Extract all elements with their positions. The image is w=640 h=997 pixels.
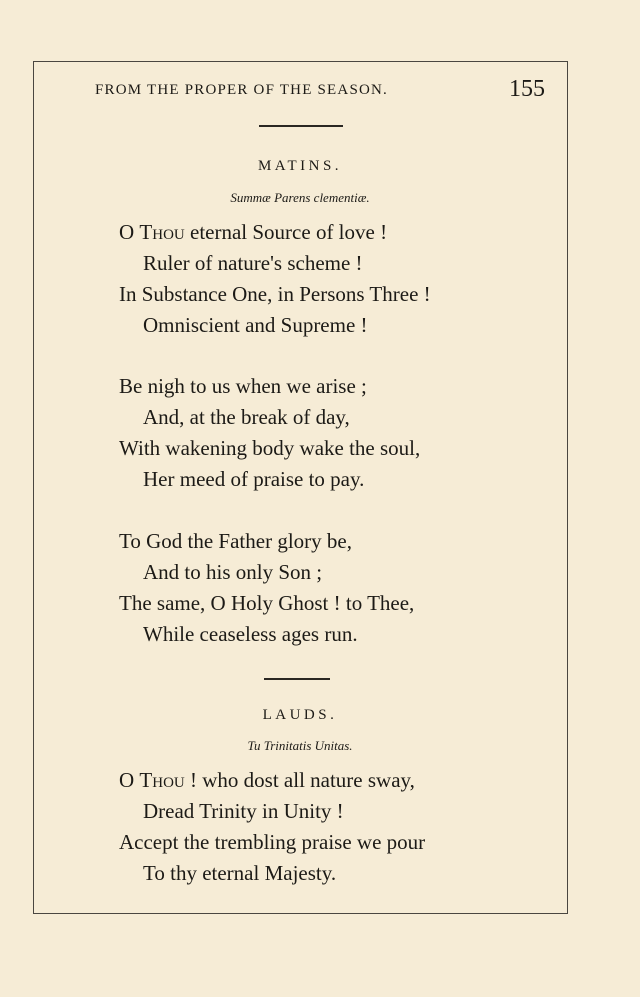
running-head: [95, 78, 545, 106]
verse-line: And to his only Son ;: [143, 560, 323, 584]
section-subtitle-lauds: Tu Trinitatis Unitas.: [247, 738, 353, 753]
verse-line: With wakening body wake the soul,: [119, 436, 421, 460]
verse-line: Be nigh to us when we arise ;: [119, 374, 367, 398]
verse-line: O Thou ! who dost all nature sway,: [119, 768, 415, 792]
verse-line: The same, O Holy Ghost ! to Thee,: [119, 591, 415, 615]
verse-line: Her meed of praise to pay.: [143, 467, 365, 491]
verse-line: And, at the break of day,: [143, 405, 350, 429]
verse-line: Ruler of nature's scheme !: [143, 251, 363, 275]
verse-line: Omniscient and Supreme !: [143, 313, 368, 337]
verse-line: In Substance One, in Persons Three !: [119, 282, 431, 306]
verse-line: O Thou eternal Source of love !: [119, 220, 388, 244]
section-heading-lauds: LAUDS.: [262, 707, 338, 723]
section-subtitle-matins: Summæ Parens clementiæ.: [230, 190, 370, 205]
section-heading-matins: MATINS.: [257, 158, 343, 174]
divider-rule: [264, 678, 330, 680]
verse-line: Accept the trembling praise we pour: [119, 830, 426, 854]
verse-line: To God the Father glory be,: [119, 529, 352, 553]
running-title: FROM THE PROPER OF THE SEASON.: [95, 82, 388, 98]
verse-line: To thy eternal Majesty.: [143, 861, 337, 885]
divider-rule: [259, 125, 343, 127]
page-number: 155: [509, 76, 545, 102]
verse-line: Dread Trinity in Unity !: [143, 799, 344, 823]
verse-line: While ceaseless ages run.: [143, 622, 358, 646]
